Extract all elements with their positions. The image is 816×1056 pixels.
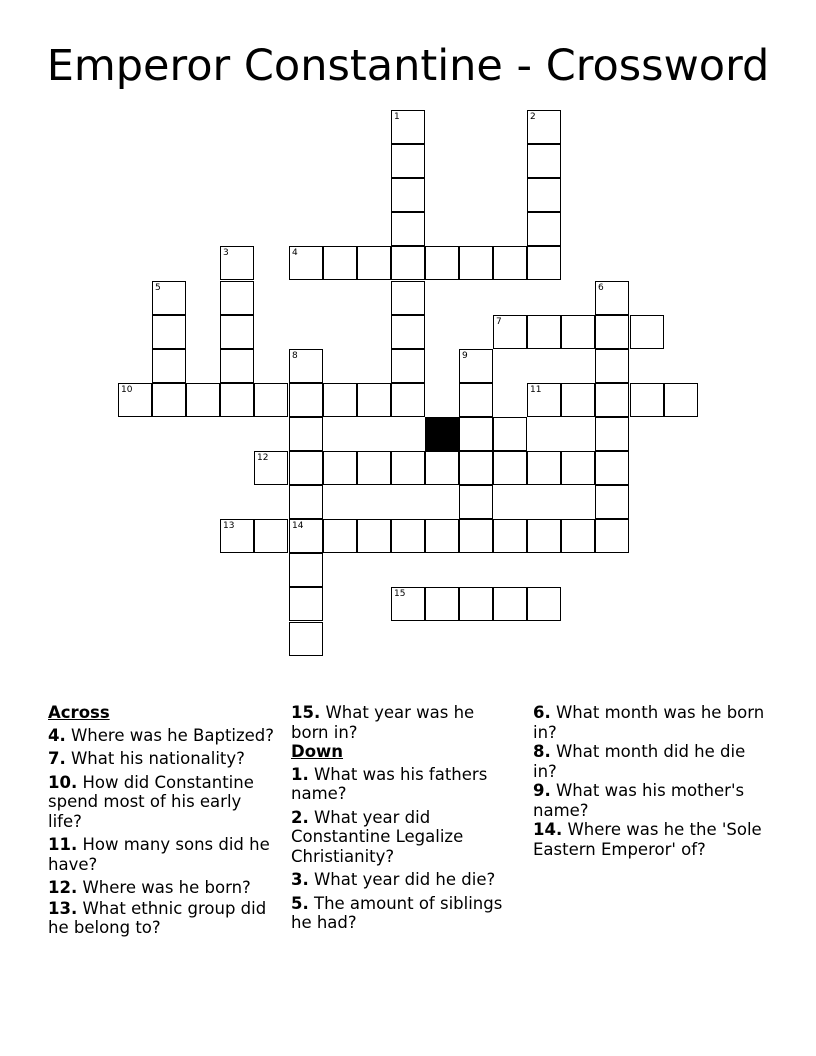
- grid-cell[interactable]: [186, 383, 220, 417]
- grid-cell[interactable]: [323, 519, 357, 553]
- grid-cell[interactable]: [357, 519, 391, 553]
- grid-cell[interactable]: [357, 451, 391, 485]
- grid-cell[interactable]: [527, 451, 561, 485]
- grid-cell[interactable]: [391, 281, 425, 315]
- clue-number-label: 7: [496, 317, 502, 327]
- grid-cell[interactable]: [152, 281, 186, 315]
- grid-cell[interactable]: [459, 587, 493, 621]
- grid-cell[interactable]: [527, 144, 561, 178]
- grid-cell[interactable]: [493, 587, 527, 621]
- grid-cell[interactable]: [391, 212, 425, 246]
- grid-cell[interactable]: [254, 519, 288, 553]
- clue-number: 5.: [291, 893, 309, 913]
- clue-down-9: [533, 781, 773, 820]
- clue-number: 9.: [533, 781, 551, 800]
- clue-number: 4.: [48, 725, 66, 745]
- clue-text: Where was he the 'Sole Eastern Emperor' of?: [533, 820, 762, 859]
- grid-cell[interactable]: [289, 622, 323, 656]
- grid-cell[interactable]: [323, 383, 357, 417]
- grid-cell[interactable]: [220, 246, 254, 280]
- grid-cell[interactable]: [459, 246, 493, 280]
- down-heading: Down: [291, 742, 344, 761]
- grid-cell[interactable]: [220, 519, 254, 553]
- grid-cell[interactable]: [220, 349, 254, 383]
- clue-across-10: [48, 773, 278, 832]
- grid-cell[interactable]: [561, 519, 595, 553]
- grid-cell[interactable]: [289, 451, 323, 485]
- clue-number: 8.: [533, 742, 551, 761]
- grid-cell[interactable]: [391, 519, 425, 553]
- grid-cell[interactable]: [220, 383, 254, 417]
- grid-cell[interactable]: [391, 315, 425, 349]
- grid-cell[interactable]: [425, 587, 459, 621]
- grid-cell[interactable]: [527, 246, 561, 280]
- clue-text: What year did Constantine Legalize Christianity?: [291, 807, 464, 866]
- clue-number-label: 14: [292, 521, 304, 531]
- grid-cell[interactable]: [391, 178, 425, 212]
- clue-number: 13.: [48, 898, 78, 918]
- grid-cell[interactable]: [391, 144, 425, 178]
- grid-cell[interactable]: [527, 315, 561, 349]
- clue-number: 3.: [291, 870, 309, 889]
- clue-text: What ethnic group did he belong to?: [48, 898, 267, 937]
- grid-cell[interactable]: [289, 519, 323, 553]
- grid-cell[interactable]: [391, 383, 425, 417]
- clue-text: What was his fathers name?: [291, 764, 488, 803]
- grid-cell[interactable]: [595, 349, 629, 383]
- grid-cell[interactable]: [289, 553, 323, 587]
- grid-cell-black: [425, 417, 459, 451]
- grid-cell[interactable]: [493, 417, 527, 451]
- grid-cell[interactable]: [391, 349, 425, 383]
- grid-cell[interactable]: [289, 349, 323, 383]
- page-title: Emperor Constantine - Crossword: [46, 41, 770, 91]
- clue-number: 11.: [48, 835, 78, 854]
- grid-cell[interactable]: [118, 383, 152, 417]
- grid-cell[interactable]: [152, 315, 186, 349]
- clue-number: 10.: [48, 772, 78, 792]
- grid-cell[interactable]: [289, 417, 323, 451]
- clue-across-12: [48, 878, 278, 898]
- grid-cell[interactable]: [664, 383, 698, 417]
- grid-cell[interactable]: [561, 383, 595, 417]
- clue-number: 12.: [48, 878, 78, 897]
- clue-down-8: [533, 742, 773, 781]
- clue-down-6: [533, 703, 773, 742]
- clue-down-1: [291, 765, 516, 804]
- clue-number-label: 11: [530, 385, 542, 395]
- grid-cell[interactable]: [561, 315, 595, 349]
- grid-cell[interactable]: [357, 246, 391, 280]
- grid-cell[interactable]: [595, 383, 629, 417]
- clue-number: 15.: [291, 703, 321, 722]
- clues-column-1: [48, 703, 278, 942]
- grid-cell[interactable]: [289, 246, 323, 280]
- clue-number: 7.: [48, 749, 66, 768]
- grid-cell[interactable]: [289, 587, 323, 621]
- clue-number-label: 2: [530, 112, 536, 122]
- clue-across-7: [48, 749, 278, 769]
- clue-text: What year did he die?: [308, 870, 496, 889]
- clue-down-3: [291, 870, 516, 890]
- grid-cell[interactable]: [595, 451, 629, 485]
- clue-down-5: [291, 894, 516, 933]
- grid-cell[interactable]: [527, 587, 561, 621]
- grid-cell[interactable]: [527, 178, 561, 212]
- grid-cell[interactable]: [595, 281, 629, 315]
- grid-cell[interactable]: [493, 519, 527, 553]
- grid-cell[interactable]: [391, 587, 425, 621]
- clue-down-2: [291, 808, 516, 867]
- grid-cell[interactable]: [630, 315, 664, 349]
- grid-cell[interactable]: [254, 451, 288, 485]
- grid-cell[interactable]: [220, 281, 254, 315]
- grid-cell[interactable]: [493, 315, 527, 349]
- grid-cell[interactable]: [493, 246, 527, 280]
- clue-number: 14.: [533, 820, 563, 839]
- clue-text: Where was he Baptized?: [65, 725, 275, 745]
- grid-cell[interactable]: [595, 519, 629, 553]
- clue-text: What was his mother's name?: [533, 781, 745, 820]
- clue-across-11: [48, 835, 278, 874]
- clue-down-14: [533, 820, 773, 859]
- grid-cell[interactable]: [289, 383, 323, 417]
- clue-text: How did Constantine spend most of his early life?: [48, 772, 254, 831]
- clue-text: What month did he die in?: [533, 742, 746, 781]
- across-heading: Across: [48, 703, 110, 722]
- clue-number-label: 1: [394, 112, 400, 122]
- clues-column-3: [533, 703, 773, 863]
- grid-cell[interactable]: [459, 383, 493, 417]
- clue-across-4: [48, 726, 278, 746]
- grid-cell[interactable]: [357, 383, 391, 417]
- grid-cell[interactable]: [459, 519, 493, 553]
- clue-text: What year was he born in?: [291, 703, 475, 742]
- clue-number: 1.: [291, 764, 309, 784]
- clue-number-label: 8: [292, 351, 298, 361]
- clue-across-15: [291, 703, 516, 742]
- clue-number-label: 10: [121, 385, 133, 395]
- grid-cell[interactable]: [152, 349, 186, 383]
- grid-cell[interactable]: [595, 417, 629, 451]
- grid-cell[interactable]: [459, 349, 493, 383]
- grid-cell[interactable]: [630, 383, 664, 417]
- grid-cell[interactable]: [527, 212, 561, 246]
- grid-cell[interactable]: [493, 451, 527, 485]
- grid-cell[interactable]: [289, 485, 323, 519]
- grid-cell[interactable]: [527, 110, 561, 144]
- clue-number: 2.: [291, 807, 309, 827]
- grid-cell[interactable]: [425, 519, 459, 553]
- clue-number-label: 3: [223, 248, 229, 258]
- clue-number-label: 5: [155, 283, 161, 293]
- grid-cell[interactable]: [425, 246, 459, 280]
- clue-text: The amount of siblings he had?: [291, 893, 503, 932]
- clue-text: What his nationality?: [65, 749, 245, 768]
- clue-text: What month was he born in?: [533, 703, 765, 742]
- grid-cell[interactable]: [323, 246, 357, 280]
- grid-cell[interactable]: [459, 417, 493, 451]
- clues-column-2: [291, 703, 516, 937]
- clue-across-13: [48, 899, 278, 938]
- clue-number-label: 9: [462, 351, 468, 361]
- grid-cell[interactable]: [254, 383, 288, 417]
- grid-cell[interactable]: [220, 315, 254, 349]
- grid-cell[interactable]: [595, 485, 629, 519]
- clue-number: 6.: [533, 703, 551, 722]
- grid-cell[interactable]: [323, 451, 357, 485]
- grid-cell[interactable]: [459, 485, 493, 519]
- clue-number-label: 15: [394, 589, 406, 599]
- clue-number-label: 12: [257, 453, 269, 463]
- clue-number-label: 4: [292, 248, 298, 258]
- clue-number-label: 13: [223, 521, 235, 531]
- grid-cell[interactable]: [391, 451, 425, 485]
- clue-text: Where was he born?: [77, 878, 251, 897]
- grid-cell[interactable]: [459, 451, 493, 485]
- grid-cell[interactable]: [595, 315, 629, 349]
- grid-cell[interactable]: [152, 383, 186, 417]
- grid-cell[interactable]: [527, 519, 561, 553]
- grid-cell[interactable]: [391, 110, 425, 144]
- grid-cell[interactable]: [391, 246, 425, 280]
- grid-cell[interactable]: [527, 383, 561, 417]
- clue-number-label: 6: [598, 283, 604, 293]
- grid-cell[interactable]: [561, 451, 595, 485]
- grid-cell[interactable]: [425, 451, 459, 485]
- clue-text: How many sons did he have?: [48, 835, 270, 874]
